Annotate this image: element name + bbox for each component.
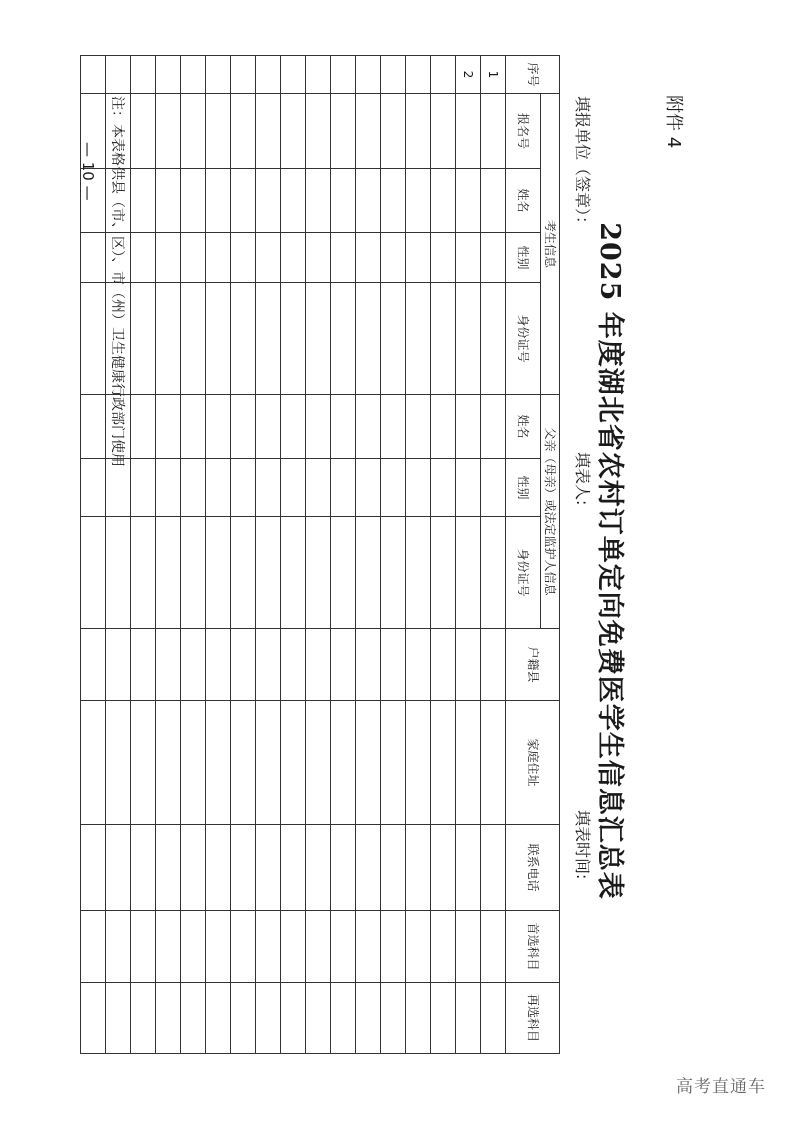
table-cell (206, 233, 231, 283)
table-cell (356, 983, 381, 1054)
table-cell (331, 233, 356, 283)
table-cell (156, 233, 181, 283)
table-cell (406, 983, 431, 1054)
table-cell (306, 701, 331, 825)
row-seq-cell (106, 56, 131, 94)
table-cell (106, 629, 131, 701)
table-cell (256, 283, 281, 395)
table-cell (406, 283, 431, 395)
table-cell (331, 911, 356, 983)
table-cell (206, 169, 231, 233)
row-seq-cell (231, 56, 256, 94)
table-cell (356, 459, 381, 517)
table-cell (406, 94, 431, 169)
table-cell (156, 94, 181, 169)
table-cell (381, 283, 406, 395)
table-cell (456, 983, 481, 1054)
table-cell (356, 233, 381, 283)
header-student-gender: 性别 (506, 233, 541, 283)
table-cell (131, 825, 156, 911)
table-cell (356, 911, 381, 983)
table-cell (431, 629, 456, 701)
table-row (131, 56, 156, 1054)
table-row (356, 56, 381, 1054)
table-cell (131, 983, 156, 1054)
table-cell (131, 459, 156, 517)
table-cell (156, 701, 181, 825)
table-cell (381, 911, 406, 983)
row-seq-cell (131, 56, 156, 94)
table-cell (156, 169, 181, 233)
header-guardian-group: 父亲（母亲）或法定监护人信息 (541, 395, 560, 629)
table-cell (456, 283, 481, 395)
header-guardian-gender: 性别 (506, 459, 541, 517)
table-cell (481, 169, 506, 233)
table-cell (431, 701, 456, 825)
table-cell (281, 825, 306, 911)
table-cell (431, 517, 456, 629)
table-cell (181, 283, 206, 395)
table-row (331, 56, 356, 1054)
table-cell (331, 983, 356, 1054)
table-cell (381, 701, 406, 825)
table-cell (431, 459, 456, 517)
table-cell (406, 825, 431, 911)
attachment-label: 附件 4 (663, 95, 684, 149)
table-cell (456, 701, 481, 825)
table-cell (231, 459, 256, 517)
table-cell (456, 395, 481, 459)
table-cell (306, 517, 331, 629)
table-cell (181, 983, 206, 1054)
table-cell (481, 283, 506, 395)
table-cell (431, 395, 456, 459)
table-cell (431, 911, 456, 983)
table-cell (206, 395, 231, 459)
table-cell (231, 629, 256, 701)
table-cell (156, 395, 181, 459)
table-cell (306, 283, 331, 395)
table-cell (106, 983, 131, 1054)
table-cell (256, 94, 281, 169)
header-household-county: 户籍县 (506, 629, 560, 701)
table-cell (306, 233, 331, 283)
table-cell (156, 983, 181, 1054)
table-cell (181, 911, 206, 983)
table-cell (131, 629, 156, 701)
table-body (81, 56, 506, 1054)
table-cell (406, 459, 431, 517)
table-cell (331, 283, 356, 395)
table-cell (381, 983, 406, 1054)
table-cell (206, 459, 231, 517)
table-cell (181, 825, 206, 911)
table-cell (181, 629, 206, 701)
table-cell (481, 983, 506, 1054)
table-cell (331, 459, 356, 517)
table-cell (306, 911, 331, 983)
table-cell (281, 459, 306, 517)
table-cell (156, 459, 181, 517)
row-seq-cell: 2 (456, 56, 481, 94)
table-cell (256, 169, 281, 233)
table-cell (256, 983, 281, 1054)
table-cell (281, 395, 306, 459)
row-seq-cell (356, 56, 381, 94)
table-cell (431, 233, 456, 283)
table-cell (306, 459, 331, 517)
table-cell (181, 517, 206, 629)
fill-unit-label: 填报单位（签章）： (573, 96, 592, 233)
table-cell (431, 283, 456, 395)
table-cell (206, 911, 231, 983)
table-cell (281, 983, 306, 1054)
table-cell (231, 94, 256, 169)
table-cell (406, 395, 431, 459)
table-cell (231, 911, 256, 983)
table-cell (231, 169, 256, 233)
table-cell (206, 517, 231, 629)
table-row (206, 56, 231, 1054)
table-cell (281, 283, 306, 395)
table-cell (481, 825, 506, 911)
table-cell (306, 825, 331, 911)
table-cell (156, 825, 181, 911)
table-cell (456, 629, 481, 701)
table-cell (131, 395, 156, 459)
table-cell (106, 459, 131, 517)
table-cell (456, 517, 481, 629)
table-cell (481, 629, 506, 701)
table-cell (331, 629, 356, 701)
table-cell (331, 517, 356, 629)
table-cell (481, 233, 506, 283)
table-cell (181, 395, 206, 459)
header-guardian-name: 姓名 (506, 395, 541, 459)
table-cell (231, 701, 256, 825)
table-row (431, 56, 456, 1054)
table-cell (256, 701, 281, 825)
header-home-address: 家庭住址 (506, 701, 560, 825)
table-cell (281, 233, 306, 283)
table-note: 注：本表格供县（市、区）、市（州）卫生健康行政部门使用 (109, 96, 125, 467)
table-cell (306, 983, 331, 1054)
table-cell (181, 169, 206, 233)
table-cell (306, 629, 331, 701)
table-cell (156, 283, 181, 395)
table-cell (206, 94, 231, 169)
table-cell (381, 825, 406, 911)
table-cell (181, 94, 206, 169)
header-registration-no: 报名号 (506, 94, 541, 169)
table-cell (356, 629, 381, 701)
table-cell (481, 517, 506, 629)
table-cell (456, 94, 481, 169)
table-cell (331, 94, 356, 169)
table-cell (106, 701, 131, 825)
table-cell (306, 169, 331, 233)
row-seq-cell (256, 56, 281, 94)
table-cell (281, 169, 306, 233)
table-cell (281, 629, 306, 701)
table-cell (206, 825, 231, 911)
table-cell (406, 911, 431, 983)
row-seq-cell (431, 56, 456, 94)
header-student-id: 身份证号 (506, 283, 541, 395)
table-cell (356, 169, 381, 233)
table-cell (181, 459, 206, 517)
row-seq-cell (156, 56, 181, 94)
table-cell (106, 517, 131, 629)
table-cell (431, 94, 456, 169)
table-cell (381, 233, 406, 283)
table-cell (131, 517, 156, 629)
row-seq-cell (206, 56, 231, 94)
table-cell (331, 701, 356, 825)
table-cell (356, 517, 381, 629)
table-cell (256, 233, 281, 283)
table-cell (131, 283, 156, 395)
header-second-subject: 再选科目 (506, 983, 560, 1054)
table-cell (281, 911, 306, 983)
table-cell (456, 825, 481, 911)
row-seq-cell (281, 56, 306, 94)
table-cell (406, 517, 431, 629)
table-row (156, 56, 181, 1054)
header-seq: 序号 (506, 56, 560, 94)
table-cell (406, 169, 431, 233)
table-cell (206, 283, 231, 395)
table-cell (356, 825, 381, 911)
header-guardian-id: 身份证号 (506, 517, 541, 629)
table-cell (256, 459, 281, 517)
table-cell (481, 911, 506, 983)
table-cell (206, 983, 231, 1054)
table-cell (281, 701, 306, 825)
table-cell (381, 459, 406, 517)
table-cell (481, 459, 506, 517)
table-cell (281, 517, 306, 629)
table-cell (381, 395, 406, 459)
table-cell (356, 395, 381, 459)
table-cell (381, 629, 406, 701)
header-first-subject: 首选科目 (506, 911, 560, 983)
table-cell (256, 911, 281, 983)
table-cell (456, 459, 481, 517)
table-cell (131, 94, 156, 169)
table-cell (156, 629, 181, 701)
table-cell (231, 517, 256, 629)
table-row (281, 56, 306, 1054)
table-cell (281, 94, 306, 169)
table-cell (431, 983, 456, 1054)
table-cell (306, 395, 331, 459)
row-seq-cell (331, 56, 356, 94)
table-cell (156, 517, 181, 629)
table-cell (156, 911, 181, 983)
table-cell (481, 94, 506, 169)
table-row (456, 56, 481, 1054)
table-cell (106, 825, 131, 911)
table-row (406, 56, 431, 1054)
table-cell (431, 825, 456, 911)
table-cell (131, 233, 156, 283)
table-cell (356, 94, 381, 169)
table-row (231, 56, 256, 1054)
table-cell (231, 825, 256, 911)
table-cell (306, 94, 331, 169)
table-cell (356, 701, 381, 825)
table-cell (231, 395, 256, 459)
table-cell (231, 233, 256, 283)
watermark-text: 高考直通车 (676, 1077, 766, 1097)
table-cell (406, 701, 431, 825)
table-cell (406, 233, 431, 283)
filler-label: 填表人: (573, 452, 592, 506)
row-seq-cell: 1 (481, 56, 506, 94)
header-student-name: 姓名 (506, 169, 541, 233)
fill-time-label: 填表时间: (573, 810, 592, 880)
table-cell (206, 629, 231, 701)
table-cell (231, 983, 256, 1054)
table-cell (131, 911, 156, 983)
header-phone: 联系电话 (506, 825, 560, 911)
row-seq-cell (181, 56, 206, 94)
table-cell (456, 911, 481, 983)
table-cell (256, 517, 281, 629)
table-cell (331, 825, 356, 911)
header-student-group: 考生信息 (541, 94, 560, 395)
page-number: — 10 — (79, 142, 97, 201)
table-cell (256, 629, 281, 701)
table-cell (256, 395, 281, 459)
table-cell (131, 169, 156, 233)
document-title: 2025 年度湖北省农村订单定向免费医学生信息汇总表 (594, 222, 625, 900)
table-cell (131, 701, 156, 825)
table-cell (456, 233, 481, 283)
table-cell (331, 395, 356, 459)
table-cell (481, 395, 506, 459)
table-cell (181, 233, 206, 283)
table-row (181, 56, 206, 1054)
table-cell (356, 283, 381, 395)
table-cell (331, 169, 356, 233)
table-cell (431, 169, 456, 233)
table-row (381, 56, 406, 1054)
table-cell (481, 701, 506, 825)
table-cell (381, 94, 406, 169)
table-row (306, 56, 331, 1054)
table-row (481, 56, 506, 1054)
row-seq-cell (406, 56, 431, 94)
table-cell (206, 701, 231, 825)
table-cell (231, 283, 256, 395)
table-cell (381, 169, 406, 233)
row-seq-cell (381, 56, 406, 94)
row-seq-cell (306, 56, 331, 94)
table-cell (106, 911, 131, 983)
table-cell (406, 629, 431, 701)
student-info-summary-table (80, 55, 560, 1054)
table-cell (456, 169, 481, 233)
table-row (256, 56, 281, 1054)
table-cell (256, 825, 281, 911)
table-cell (181, 701, 206, 825)
table-cell (381, 517, 406, 629)
